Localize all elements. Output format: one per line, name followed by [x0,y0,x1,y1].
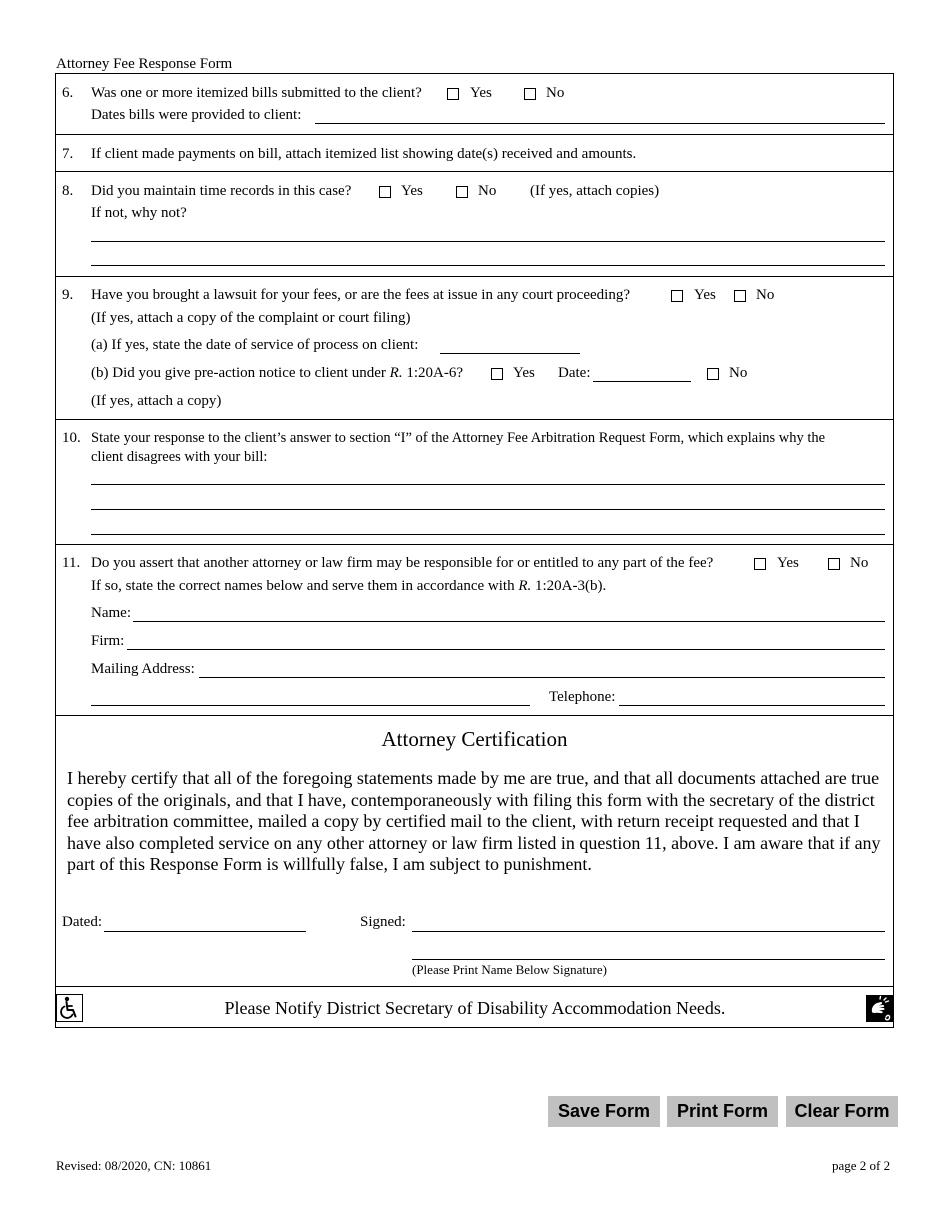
q10-number: 10. [62,430,81,446]
q10-field-1[interactable] [92,468,882,483]
print-name-note: (Please Print Name Below Signature) [412,962,607,977]
sign-language-icon [866,995,893,1022]
q9-yes-checkbox[interactable] [671,290,683,302]
q8-number: 8. [62,183,74,199]
q8-why-underline-1 [91,241,885,242]
q11-instructions: If so, state the correct names below and serve them in accordance with R. 1:20A-3(b). [91,578,607,594]
q9a-label: (a) If yes, state the date of service of process on client: [91,337,419,353]
q11-firm-field[interactable] [129,633,883,648]
q9b-date-field[interactable] [594,365,689,380]
q9a-underline [440,353,580,354]
q8-why-field-2[interactable] [92,249,882,264]
q11-address-field[interactable] [201,661,883,676]
q8-why-label: If not, why not? [91,205,187,221]
q11-telephone-field[interactable] [621,689,883,704]
q11-yes-checkbox[interactable] [754,558,766,570]
q9-note: (If yes, attach a copy of the complaint or court filing) [91,310,411,326]
q6-no-label: No [546,85,565,101]
q11-address-field-2[interactable] [92,689,528,704]
q6-dates-label: Dates bills were provided to client: [91,107,302,123]
signed-field[interactable] [414,915,883,930]
q6-dates-field[interactable] [317,107,883,122]
signed-label: Signed: [360,914,406,930]
q11-firm-underline [127,649,885,650]
q11-no-checkbox[interactable] [828,558,840,570]
q9b-yes-label: Yes [513,365,535,381]
divider [55,276,894,277]
q8-yes-label: Yes [401,183,423,199]
clear-form-button[interactable]: Clear Form [786,1096,898,1127]
q10-underline-2 [91,509,885,510]
q9b-label: (b) Did you give pre-action notice to client under R. 1:20A-6? [91,365,463,381]
q6-number: 6. [62,85,74,101]
q11-question: Do you assert that another attorney or law firm may be responsible for or entitled to any part of the fee? [91,555,714,571]
q9b-no-label: No [729,365,748,381]
q7-text: If client made payments on bill, attach itemized list showing date(s) received and amounts. [91,146,637,162]
q11-telephone-label: Telephone: [549,689,616,705]
q8-question: Did you maintain time records in this case? [91,183,352,199]
q6-no-checkbox[interactable] [524,88,536,100]
dated-underline [104,931,306,932]
q11-firm-label: Firm: [91,633,125,649]
signed-underline [412,931,885,932]
q8-why-underline-2 [91,265,885,266]
q10-underline-1 [91,484,885,485]
revision-note: Revised: 08/2020, CN: 10861 [56,1158,212,1173]
page-number: page 2 of 2 [832,1158,891,1173]
divider [55,986,894,987]
q9b-date-label: Date: [558,365,591,381]
q6-dates-underline [315,123,885,124]
q8-note: (If yes, attach copies) [530,183,660,199]
q11-yes-label: Yes [777,555,799,571]
q11-name-underline [133,621,885,622]
q11-address-underline [199,677,885,678]
q9a-date-field[interactable] [441,337,578,352]
print-name-underline [412,959,885,960]
q9b-date-underline [593,381,691,382]
certification-text: I hereby certify that all of the foregoing statements made by me are true, and that all documents attached are true copies of the originals, and that I have, contemporaneously with filing this form with the secretary of the district fee arbitration committee, mailed a copy by certified mail to the client, with return receipt requested and that I have also completed service on any other attorney or law firm listed in question 11, above. I am aware that if any part of this Response Form is willfully false, I am subject to punishment. [67,768,881,875]
divider [55,544,894,545]
wheelchair-icon [56,994,83,1022]
divider [55,715,894,716]
q11-telephone-underline [619,705,885,706]
q8-no-checkbox[interactable] [456,186,468,198]
form-title: Attorney Fee Response Form [56,56,233,72]
q9-number: 9. [62,287,74,303]
save-form-button[interactable]: Save Form [548,1096,660,1127]
q9b-yes-checkbox[interactable] [491,368,503,380]
q9b-no-checkbox[interactable] [707,368,719,380]
q11-address-label: Mailing Address: [91,661,195,677]
accommodation-notice: Please Notify District Secretary of Disability Accommodation Needs. [224,998,726,1018]
q10-field-2[interactable] [92,493,882,508]
dated-label: Dated: [62,914,102,930]
q9-yes-label: Yes [694,287,716,303]
q9-attach-note: (If yes, attach a copy) [91,393,222,409]
print-name-field[interactable] [414,943,883,958]
q10-text-line1: State your response to the client’s answer to section “I” of the Attorney Fee Arbitration Request Form, which explains why the [91,430,826,446]
q9-no-checkbox[interactable] [734,290,746,302]
dated-field[interactable] [106,915,304,930]
q11-name-label: Name: [91,605,131,621]
divider [55,171,894,172]
certification-title: Attorney Certification [381,727,568,751]
q9-question: Have you brought a lawsuit for your fees, or are the fees at issue in any court proceeding? [91,287,630,303]
q10-underline-3 [91,534,885,535]
divider [55,419,894,420]
q11-number: 11. [62,555,81,571]
q11-name-field[interactable] [135,605,883,620]
q8-yes-checkbox[interactable] [379,186,391,198]
print-form-button[interactable]: Print Form [667,1096,778,1127]
q6-yes-checkbox[interactable] [447,88,459,100]
q6-yes-label: Yes [470,85,492,101]
divider [55,134,894,135]
q11-address-underline-2 [91,705,530,706]
q10-field-3[interactable] [92,518,882,533]
q8-no-label: No [478,183,497,199]
q11-no-label: No [850,555,869,571]
q7-number: 7. [62,146,74,162]
q9-no-label: No [756,287,775,303]
q6-question: Was one or more itemized bills submitted to the client? [91,85,422,101]
q10-text-line2: client disagrees with your bill: [91,449,268,465]
q8-why-field-1[interactable] [92,225,882,240]
